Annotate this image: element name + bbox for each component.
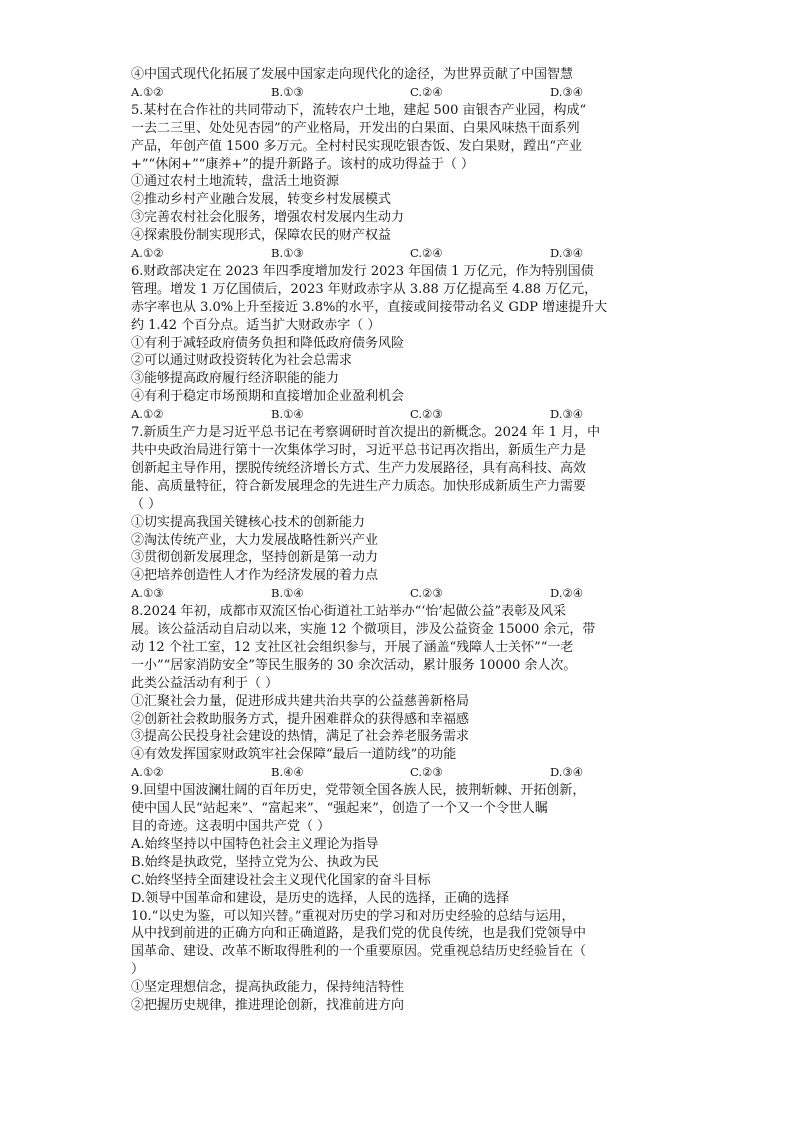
q8-stem-line: 8.2024 年初，成都市双流区怡心街道社工站举办“‘怡’起做公益”表彰及风采 (131, 604, 567, 620)
q5-item-1: ①通过农村土地流转，盘活土地资源 (131, 174, 340, 190)
q4-option-b: B.①③ (271, 84, 304, 99)
q9-option-b: B.始终是执政党，坚持立党为公、执政为民 (131, 854, 379, 870)
q5-options (131, 245, 671, 263)
q5-option-c: C.②④ (410, 246, 443, 261)
q7-options (131, 585, 671, 603)
q5-item-2: ②推动乡村产业融合发展，转变乡村发展模式 (131, 192, 392, 208)
q10-stem-line: ） (131, 962, 145, 978)
q7-stem-line: 共中央政治局进行第十一次集体学习时，习近平总书记再次指出，新质生产力是 (131, 442, 587, 458)
q6-stem-line: 约 1.42 个百分点。适当扩大财政赤字（ ） (131, 317, 381, 333)
q7-option-a: A.①③ (131, 586, 164, 601)
q4-option-c: C.②④ (410, 84, 443, 99)
q6-item-4: ④有利于稳定市场预期和直接增加企业盈利机会 (131, 389, 405, 405)
q10-stem-line: 国革命、建设、改革不断取得胜利的一个重要原因。党重视总结历史经验旨在（ (131, 944, 587, 960)
q7-item-4: ④把培养创造性人才作为经济发展的着力点 (131, 568, 379, 584)
q6-stem-line: 赤字率也从 3.0%上升至接近 3.8%的水平，直接或间接带动名义 GDP 增速提升大 (131, 299, 608, 315)
q8-stem-line: 一小”“居家消防安全”等民生服务的 30 余次活动，累计服务 10000 余人次。 (131, 657, 577, 673)
q7-item-3: ③贯彻创新发展理念，坚持创新是第一动力 (131, 550, 379, 566)
q6-options (131, 406, 671, 424)
q5-stem-line: 5.某村在合作社的共同带动下，流转农户土地，建起 500 亩银杏产业园，构成“ (131, 102, 587, 118)
q7-stem-line: 7.新质生产力是习近平总书记在考察调研时首次提出的新概念。2024 年 1 月，中 (131, 425, 601, 441)
q7-option-c: C.②③ (410, 586, 443, 601)
q8-option-a: A.①② (131, 765, 164, 780)
q8-item-3: ③提高公民投身社会建设的热情，满足了社会养老服务需求 (131, 729, 470, 745)
q9-stem-line: 目的奇迹。这表明中国共产党（ ） (131, 818, 331, 834)
q6-stem-line: 6.财政部决定在 2023 年四季度增加发行 2023 年国债 1 万亿元，作为特别国债 (131, 263, 594, 279)
q10-stem-line: 10.“以史为鉴，可以知兴替。”重视对历史的学习和对历史经验的总结与运用， (131, 908, 575, 924)
q7-item-1: ①切实提高我国关键核心技术的创新能力 (131, 514, 366, 530)
q6-option-a: A.①② (131, 407, 164, 422)
q9-option-c: C.始终坚持全面建设社会主义现代化国家的奋斗目标 (131, 872, 431, 888)
q6-option-c: C.②③ (410, 407, 443, 422)
q8-option-c: C.②③ (410, 765, 443, 780)
q6-item-1: ①有利于减轻政府债务负担和降低政府债务风险 (131, 335, 405, 351)
question-body (131, 66, 671, 1015)
q8-stem-line: 此类公益活动有利于（ ） (131, 675, 279, 691)
q6-option-d: D.③④ (550, 407, 584, 422)
q7-option-d: D.②④ (550, 586, 584, 601)
q9-option-a: A.始终坚持以中国特色社会主义理论为指导 (131, 836, 379, 852)
q4-option-a: A.①② (131, 84, 164, 99)
q5-stem-line: +”“休闲+”“康养+”的提升新路子。该村的成功得益于（ ） (131, 156, 475, 172)
q5-option-d: D.③④ (550, 246, 584, 261)
q4-option-d: D.③④ (550, 84, 584, 99)
q5-stem-line: 产品，年创产值 1500 多万元。全村村民实现吃银杏饭、发白果财，蹚出“产业 (131, 138, 582, 154)
q4-options (131, 84, 671, 102)
q8-stem-line: 展。该公益活动自启动以来，实施 12 个微项目，涉及公益资金 15000 余元，带 (131, 622, 596, 638)
q5-option-a: A.①② (131, 246, 164, 261)
q5-item-4: ④探索股份制实现形式，保障农民的财产权益 (131, 228, 392, 244)
q7-stem-line: 能、高质量特征，符合新发展理念的先进生产力质态。加快形成新质生产力需要 (131, 478, 587, 494)
q8-option-b: B.④④ (271, 765, 304, 780)
q9-option-d: D.领导中国革命和建设，是历史的选择，人民的选择，正确的选择 (131, 890, 510, 906)
q6-item-3: ③能够提高政府履行经济职能的能力 (131, 371, 340, 387)
q8-stem-line: 动 12 个社工室，12 支社区社会组织参与，开展了涵盖“残障人士关怀”“一老 (131, 639, 574, 655)
q10-stem-line: 从中找到前进的正确方向和正确道路，是我们党的优良传统，也是我们党领导中 (131, 926, 587, 942)
q5-stem-line: 一去二三里、处处见杏园”的产业格局，开发出的白果面、白果风味热干面系列 (131, 120, 580, 136)
q8-item-2: ②创新社会救助服务方式，提升困难群众的获得感和幸福感 (131, 711, 470, 727)
q10-item-2: ②把握历史规律，推进理论创新，找准前进方向 (131, 998, 405, 1014)
q8-options (131, 764, 671, 782)
q9-stem-line: 使中国人民“站起来”、“富起来”、“强起来”，创造了一个又一个令世人瞩 (131, 801, 548, 817)
q4-item-4: ④中国式现代化拓展了发展中国家走向现代化的途径，为世界贡献了中国智慧 (131, 67, 574, 82)
q8-item-4: ④有效发挥国家财政筑牢社会保障“最后一道防线”的功能 (131, 747, 457, 763)
q6-item-2: ②可以通过财政投资转化为社会总需求 (131, 353, 353, 369)
q8-item-1: ①汇聚社会力量，促进形成共建共治共享的公益慈善新格局 (131, 693, 470, 709)
q6-option-b: B.①④ (271, 407, 304, 422)
q7-option-b: B.①④ (271, 586, 304, 601)
q10-item-1: ①坚定理想信念，提高执政能力，保持纯洁特性 (131, 980, 405, 996)
q7-stem-line: 创新起主导作用，摆脱传统经济增长方式、生产力发展路径，具有高科技、高效 (131, 460, 587, 476)
q7-stem-line: （ ） (131, 496, 162, 512)
q8-option-d: D.③④ (550, 765, 584, 780)
q7-item-2: ②淘汰传统产业，大力发展战略性新兴产业 (131, 532, 379, 548)
q9-stem-line: 9.回望中国波澜壮阔的百年历史，党带领全国各族人民，披荆斩棘、开拓创新， (131, 783, 586, 799)
q5-option-b: B.①③ (271, 246, 304, 261)
q5-item-3: ③完善农村社会化服务，增强农村发展内生动力 (131, 210, 405, 226)
q6-stem-line: 管理。增发 1 万亿国债后，2023 年财政赤字从 3.88 万亿提高至 4.88 万亿元， (131, 281, 598, 297)
